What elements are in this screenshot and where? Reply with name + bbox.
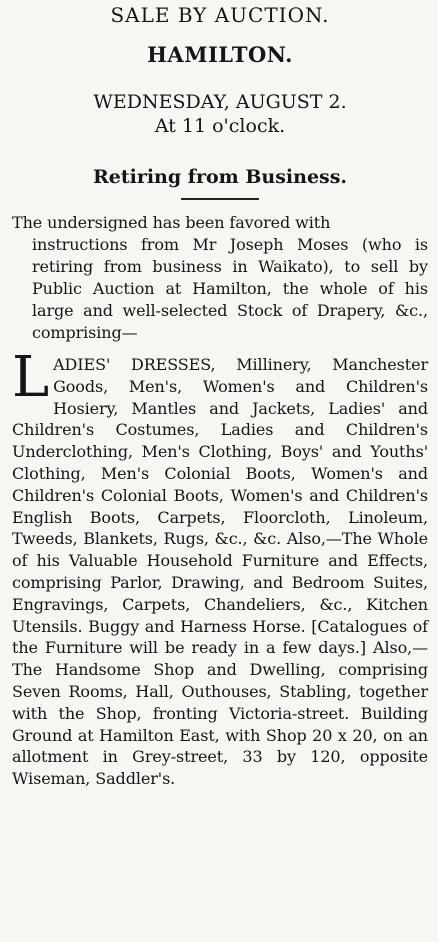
notice-heading-town: HAMILTON. xyxy=(147,42,293,67)
drop-cap: L xyxy=(12,345,50,410)
listing-paragraph xyxy=(12,345,428,790)
notice-subtitle: Retiring from Business. xyxy=(92,166,348,188)
notice-heading-sale: SALE BY AUCTION. xyxy=(110,3,330,27)
listing-text: ADIES' DRESSES, Millinery, Manchester Goods, Men's, Women's and Children's Hosiery, Mantles and Jackets, Ladies' and Children's Costumes, Ladies and Children's Underclothing, Men's Clothing, Boys' and Youths' Clothing, Men's Colonial Boots, Women's and Children's Colonial Boots, Women's and Children's English Boots, Carpets, Floorcloth, Linoleum, Tweeds, Blankets, Rugs, &c., &c. Also,—The Whole of his Valuable Household Furniture and Effects, comprising Parlor, Drawing, and Bedroom Suites, Engravings, Carpets, Chandeliers, &c., Kitchen Utensils. Buggy and Harness Horse. [Catalogues of the Furniture will be ready in a few days.] Also,—The Handsome Shop and Dwelling, comprising Seven Rooms, Hall, Outhouses, Stabling, together with the Shop, fronting Victoria-street. Building Ground at Hamilton East, with Shop 20 x 20, on an allotment in Grey-street, 33 by 120, opposite Wiseman, Saddler's. xyxy=(12,355,428,789)
divider-rule xyxy=(181,198,259,200)
notice-time: At 11 o'clock. xyxy=(154,115,286,137)
intro-paragraph xyxy=(12,212,428,344)
intro-rest: instructions from Mr Joseph Moses (who is retiring from business in Waikato), to sell by Public Auction at Hamilton, the whole of his large and well-selected Stock of Drapery, &c., comprising— xyxy=(32,235,428,342)
notice-date: WEDNESDAY, AUGUST 2. xyxy=(93,91,347,113)
auction-notice xyxy=(0,2,438,942)
intro-first-line: The undersigned has been favored with xyxy=(12,213,331,232)
